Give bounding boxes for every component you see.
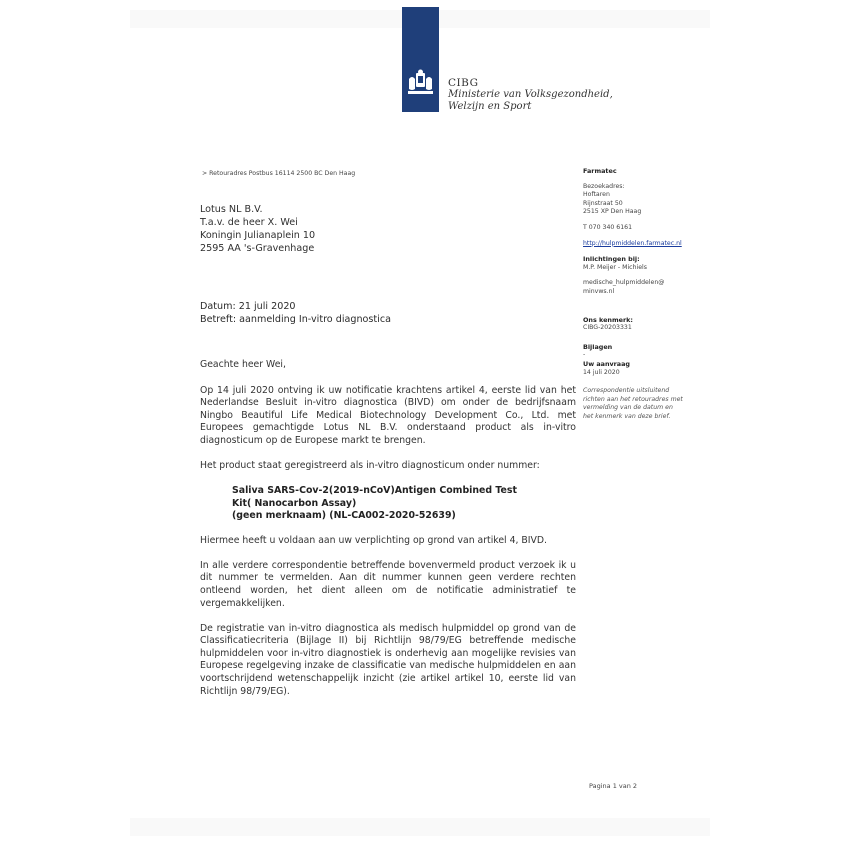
visit-address-3: 2515 XP Den Haag (583, 208, 642, 216)
website-link[interactable]: http://hulpmiddelen.farmatec.nl (583, 239, 682, 247)
recipient-attention: T.a.v. de heer X. Wei (200, 217, 298, 228)
attachments-label: Bijlagen (583, 342, 613, 351)
product-name-line-2: Kit( Nanocarbon Assay) (232, 497, 357, 509)
recipient-city: 2595 AA 's-Gravenhage (200, 243, 315, 254)
paragraph-notification: Op 14 juli 2020 ontving ik uw notificatie krachtens artikel 4, eerste lid van het Nederlandse Besluit in-vitro diagnostica (BIVD) om onder de bedrijfsnaam Ningbo Beautiful Life Medical Biotechnology Development Co., Ltd. met Europees gemachtigde Lotus NL B.V. onderstaand product als in-vitro diagnosticum op de Europese markt te brengen. (200, 384, 576, 446)
email-line-2: minvws.nl (583, 287, 615, 295)
product-registration (232, 485, 576, 523)
attachments-value: - (583, 351, 586, 359)
paragraph-classification: De registratie van in-vitro diagnostica als medisch hulpmiddel op grond van de Classificatiecriteria (Bijlage II) bij Richtlijn 98/79/EG betreffende medische hulpmiddelen voor in-vitro diagnostiek is onderhevig aan mogelijke revisies van Europese regelgeving inzake de classificatie van medische hulpmiddelen en aan voortschrijdend wetenschappelijk inzicht (zie artikel artikel 10, eerste lid van Richtlijn 98/79/EG). (200, 622, 576, 697)
org-heading (448, 77, 613, 113)
sidebar-contact (583, 167, 713, 421)
org-name: CIBG (448, 77, 479, 89)
letter-body (200, 359, 576, 711)
visit-address-2: Rijnstraat 50 (583, 199, 623, 207)
info-label: Inlichtingen bij: (583, 255, 640, 264)
paragraph-registered: Het product staat geregistreerd als in-vitro diagnosticum onder nummer: (200, 460, 540, 472)
your-request-label: Uw aanvraag (583, 359, 631, 368)
ministry-line-1: Ministerie van Volksgezondheid, (448, 89, 613, 100)
email-line-1: medische_hulpmiddelen@ (583, 279, 665, 287)
recipient-street: Koningin Julianaplein 10 (200, 230, 316, 241)
correspondence-note-4: het kenmerk van deze brief. (583, 412, 671, 420)
visit-address-label: Bezoekadres: (583, 182, 625, 190)
letter-meta (200, 300, 391, 326)
visit-address-1: Hoftaren (583, 191, 610, 199)
paragraph-correspondence: In alle verdere correspondentie betreffende bovenvermeld product verzoek ik u dit nummer te vermelden. Aan dit nummer kunnen geen verdere rechten ontleend worden, het dient alleen om de notificatie administratief te vergemakkelijken. (200, 559, 576, 609)
recipient-company: Lotus NL B.V. (200, 204, 263, 215)
return-address: > Retouradres Postbus 16114 2500 BC Den Haag (202, 170, 356, 177)
your-request-date: 14 juli 2020 (583, 368, 620, 376)
correspondence-note-1: Correspondentie uitsluitend (583, 387, 670, 395)
department-name: Farmatec (583, 167, 617, 175)
page-number: Pagina 1 van 2 (589, 782, 638, 790)
ministry-line-2: Welzijn en Sport (448, 101, 532, 112)
correspondence-note-3: vermelding van de datum en (583, 404, 673, 412)
reference-label: Ons kenmerk: (583, 315, 633, 324)
reference-value: CIBG-20203331 (583, 324, 632, 332)
product-name-line-1: Saliva SARS-Cov-2(2019-nCoV)Antigen Combined Test (232, 485, 517, 497)
recipient-address (200, 203, 315, 255)
paragraph-obligation: Hiermee heeft u voldaan aan uw verplichting op grond van artikel 4, BIVD. (200, 534, 548, 546)
contact-person: M.P. Meijer - Michiels (583, 263, 647, 271)
salutation: Geachte heer Wei, (200, 359, 286, 370)
product-number: (geen merknaam) (NL-CA002-2020-52639) (232, 510, 456, 522)
letter-subject: Betreft: aanmelding In-vitro diagnostica (200, 314, 391, 325)
phone-number: T 070 340 6161 (583, 223, 633, 231)
correspondence-note-2: richten aan het retouradres met (583, 395, 683, 403)
letter-date: Datum: 21 juli 2020 (200, 301, 296, 312)
ministry-logo-bar (402, 7, 439, 112)
crest-icon (405, 69, 436, 99)
scan-artifact (130, 818, 710, 836)
